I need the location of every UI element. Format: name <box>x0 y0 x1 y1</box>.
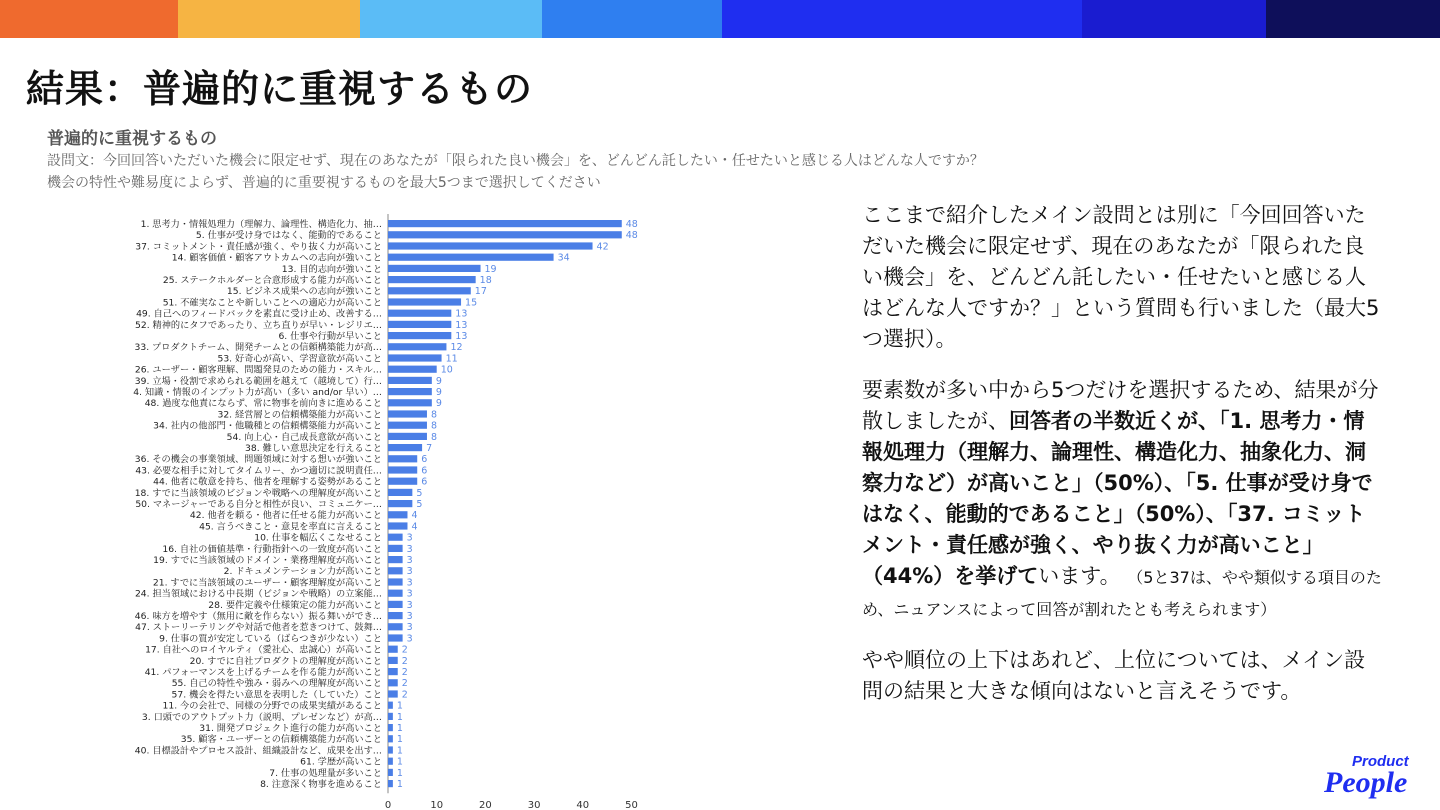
category-label: 31. 開発プロジェクト進行の能力が高いこと <box>199 723 382 734</box>
commentary <box>862 200 1382 727</box>
bar <box>388 254 554 261</box>
x-tick-label: 50 <box>625 800 638 810</box>
category-label: 1. 思考力・情報処理力（理解力、論理性、構造化力、抽… <box>140 219 382 230</box>
x-tick-label: 0 <box>384 800 392 810</box>
data-label: 1 <box>396 779 403 790</box>
data-label: 15 <box>465 297 478 309</box>
data-label: 1 <box>396 734 403 746</box>
bar <box>388 377 432 384</box>
category-label: 2. ドキュメンテーション力が高いこと <box>223 566 382 578</box>
bar <box>388 399 432 406</box>
bar <box>388 455 417 462</box>
category-label: 39. 立場・役割で求められる範囲を越えて（越境して）行… <box>134 375 382 387</box>
bar <box>388 444 422 451</box>
bar <box>388 769 393 776</box>
x-tick-label: 20 <box>479 800 492 810</box>
bar <box>388 354 442 361</box>
category-label: 49. 自己へのフィードバックを素直に受け止め、改善する… <box>136 308 382 320</box>
data-label: 34 <box>557 252 570 264</box>
bar <box>388 534 403 541</box>
data-label: 3 <box>406 588 413 600</box>
category-label: 24. 担当領域における中長期（ビジョンや戦略）の立案能… <box>134 588 382 600</box>
stripe-orange <box>0 0 178 38</box>
bar <box>388 310 451 317</box>
category-label: 4. 知識・情報のインプット力が高い（多い and/or 早い）… <box>133 387 382 398</box>
data-label: 3 <box>406 611 413 622</box>
data-label: 3 <box>406 566 413 578</box>
category-label: 46. 味方を増やす（無用に敵を作らない）振る舞いができ… <box>134 611 382 622</box>
data-label: 4 <box>411 521 418 533</box>
data-label: 1 <box>396 745 403 757</box>
bar <box>388 276 476 283</box>
category-label: 41. パフォーマンスを上げるチームを作る能力が高いこと <box>144 667 382 678</box>
bar <box>388 556 403 563</box>
category-label: 20. すでに自社プロダクトの理解度が高いこと <box>189 655 382 667</box>
bar <box>388 298 461 305</box>
category-label: 28. 要件定義や仕様策定の能力が高いこと <box>208 599 382 611</box>
bar <box>388 489 412 496</box>
category-label: 34. 社内の他部門・他職種との信頼構築能力が高いこと <box>153 420 382 432</box>
category-label: 15. ビジネス成果への志向が強いこと <box>226 286 382 298</box>
category-label: 43. 必要な相手に対してタイムリー、かつ適切に説明責任… <box>135 465 382 477</box>
bar <box>388 231 622 238</box>
data-label: 5 <box>416 487 423 499</box>
paragraph-result <box>862 375 1382 625</box>
category-label: 35. 顧客・ユーザーとの信頼構築能力が高いこと <box>180 734 382 746</box>
data-label: 18 <box>479 275 492 286</box>
bar <box>388 702 393 709</box>
bar <box>388 366 437 373</box>
data-label: 9 <box>435 398 442 410</box>
category-label: 6. 仕事や行動が早いこと <box>278 331 382 342</box>
stripe-lightblue <box>360 0 542 38</box>
color-stripe-bar <box>0 0 1440 38</box>
category-label: 13. 目的志向が強いこと <box>281 263 382 275</box>
category-label: 8. 注意深く物事を進めること <box>260 779 382 790</box>
category-label: 45. 言うべきこと・意見を率直に言えること <box>199 521 382 533</box>
data-label: 3 <box>406 599 413 611</box>
data-label: 48 <box>625 230 638 242</box>
data-label: 10 <box>440 364 453 376</box>
bar <box>388 758 393 765</box>
bar <box>388 690 398 697</box>
category-label: 54. 向上心・自己成長意欲が高いこと <box>226 431 382 443</box>
category-label: 47. ストーリーテリングや対話で他者を惹きつけて、鼓舞… <box>135 622 382 634</box>
bar <box>388 657 398 664</box>
paragraph-result-note: （5と37は、やや類似する項目のため、ニュアンスによって回答が割れたとも考えられます） <box>862 568 1382 619</box>
category-label: 44. 他者に敬意を持ち、他者を理解する姿勢があること <box>153 476 382 488</box>
category-label: 37. コミットメント・責任感が強く、やり抜く力が高いこと <box>135 241 382 253</box>
category-label: 33. プロダクトチーム、開発チームとの信頼構築能力が高… <box>134 342 382 354</box>
bar <box>388 668 398 675</box>
data-label: 1 <box>396 723 403 734</box>
stripe-deep-indigo <box>1082 0 1266 38</box>
category-label: 51. 不確実なことや新しいことへの適応力が高いこと <box>162 297 382 309</box>
svg-text:Product: Product <box>1352 753 1409 770</box>
data-label: 13 <box>455 308 468 320</box>
data-label: 5 <box>416 499 423 510</box>
data-label: 7 <box>426 443 433 454</box>
chart-subtitle-line-1: 設問文：今回回答いただいた機会に限定せず、現在のあなたが「限られた良い機会」を、どんどん託したい・任せたいと感じる人はどんな人ですか？ <box>47 153 984 169</box>
chart-subtitle-line-2: 機会の特性や難易度によらず、普遍的に重要視するものを最大5つまで選択してください <box>47 175 601 191</box>
x-tick-label: 40 <box>576 800 590 810</box>
bar <box>388 590 403 597</box>
data-label: 9 <box>435 375 442 387</box>
category-label: 52. 精神的にタフであったり、立ち直りが早い・レジリエ… <box>135 319 382 331</box>
data-label: 11 <box>445 353 458 365</box>
data-label: 2 <box>401 655 408 667</box>
category-label: 3. 口頭でのアウトプット力（説明、プレゼンなど）が高… <box>141 711 382 723</box>
data-label: 6 <box>421 465 428 477</box>
paragraph-result-tail: います。 <box>1038 564 1121 588</box>
stripe-navy <box>1266 0 1440 38</box>
bar <box>388 466 417 473</box>
data-label: 1 <box>396 711 403 723</box>
category-label: 32. 経営層との信頼構築能力が高いこと <box>217 409 382 421</box>
bar <box>388 646 398 653</box>
category-label: 14. 顧客価値・顧客アウトカムへの志向が強いこと <box>171 252 382 264</box>
bar <box>388 735 393 742</box>
data-label: 13 <box>455 331 468 342</box>
page-title: 結果：普遍的に重視するもの <box>26 67 534 111</box>
category-label: 48. 過度な他責にならず、常に物事を前向きに進めること <box>144 398 382 410</box>
category-label: 57. 機会を得たい意思を表明した（していた）こと <box>171 689 382 701</box>
bar <box>388 578 403 585</box>
bar <box>388 746 393 753</box>
bar-chart <box>0 205 700 810</box>
data-label: 19 <box>484 263 497 275</box>
data-label: 9 <box>435 387 442 398</box>
data-label: 8 <box>430 431 438 443</box>
data-label: 2 <box>401 667 408 678</box>
data-label: 6 <box>421 454 428 466</box>
bar <box>388 265 481 272</box>
stripe-indigo <box>722 0 1082 38</box>
x-tick-label: 30 <box>527 800 541 810</box>
category-label: 55. 自己の特性や強み・弱みへの理解度が高いこと <box>171 678 382 690</box>
bar <box>388 679 398 686</box>
data-label: 3 <box>406 633 413 645</box>
data-label: 1 <box>396 700 403 712</box>
category-label: 19. すでに当該領域のドメイン・業務理解度が高いこと <box>153 555 382 566</box>
paragraph-intro: ここまで紹介したメイン設問とは別に「今回回答いただいた機会に限定せず、現在のあなたが「限られた良い機会」を、どんどん託したい・任せたいと感じる人はどんな人ですか？」という質問も行いました（最大5つ選択）。 <box>862 203 1380 351</box>
paragraph-result-highlight: 回答者の半数近くが、「1. 思考力・情報処理力（理解力、論理性、構造化力、抽象化力、洞察力など）が高いこと」（50%）、「5. 仕事が受け身ではなく、能動的であること」（50%）、「37. コミットメント・責任感が強く、やり抜く力が高いこと」（44%）を挙げて <box>862 409 1373 588</box>
bar <box>388 713 393 720</box>
bar <box>388 220 622 227</box>
category-label: 36. その機会の事業領域、問題領域に対する想いが強いこと <box>134 454 382 466</box>
category-label: 40. 目標設計やプロセス設計、組織設計など、成果を出す… <box>134 745 382 757</box>
category-label: 16. 自社の価値基準・行動指針への一致度が高いこと <box>162 543 382 555</box>
data-label: 13 <box>455 319 468 331</box>
bar <box>388 623 403 630</box>
data-label: 2 <box>401 678 408 690</box>
svg-text:People: People <box>1324 766 1408 799</box>
bar <box>388 724 393 731</box>
category-label: 53. 好奇心が高い、学習意欲が高いこと <box>217 353 382 365</box>
bar <box>388 433 427 440</box>
category-label: 7. 仕事の処理量が多いこと <box>269 767 382 779</box>
data-label: 12 <box>450 342 463 354</box>
data-label: 8 <box>430 409 438 421</box>
category-label: 21. すでに当該領域のユーザー・顧客理解度が高いこと <box>152 577 382 589</box>
bar <box>388 332 451 339</box>
bar <box>388 601 403 608</box>
data-label: 42 <box>596 241 609 253</box>
bar <box>388 321 451 328</box>
category-label: 18. すでに当該領域のビジョンや戦略への理解度が高いこと <box>134 487 382 499</box>
category-label: 10. 仕事を幅広くこなせること <box>254 532 382 544</box>
category-label: 42. 他者を頼る・他者に任せる能力が高いこと <box>189 510 382 522</box>
chart-subtitle <box>47 150 984 194</box>
bar <box>388 511 407 518</box>
category-label: 9. 仕事の質が安定している（ばらつきが少ない）こと <box>159 633 382 645</box>
category-label: 25. ステークホルダーと合意形成する能力が高いこと <box>162 275 382 286</box>
data-label: 4 <box>411 510 418 522</box>
bar <box>388 545 403 552</box>
category-label: 26. ユーザー・顧客理解、問題発見のための能力・スキル… <box>134 364 382 376</box>
bar <box>388 612 403 619</box>
data-label: 3 <box>406 532 413 544</box>
category-label: 38. 難しい意思決定を行えること <box>245 443 382 454</box>
stripe-yellow <box>178 0 360 38</box>
data-label: 48 <box>625 219 638 230</box>
category-label: 17. 自社へのロイヤルティ（愛社心、忠誠心）が高いこと <box>145 644 382 656</box>
stripe-blue <box>542 0 722 38</box>
data-label: 6 <box>421 476 428 488</box>
data-label: 3 <box>406 577 413 589</box>
data-label: 3 <box>406 543 413 555</box>
bar <box>388 500 412 507</box>
data-label: 17 <box>474 286 487 298</box>
paragraph-result-lead: 要素数が多い中から5つだけを選択するため、結果が分散しましたが、 <box>862 378 1379 433</box>
data-label: 1 <box>396 756 403 768</box>
x-tick-label: 10 <box>430 800 444 810</box>
data-label: 2 <box>401 689 408 701</box>
data-label: 3 <box>406 622 413 634</box>
bar <box>388 422 427 429</box>
chart-title: 普遍的に重視するもの <box>47 129 217 149</box>
bar <box>388 410 427 417</box>
bar <box>388 522 407 529</box>
bar <box>388 388 432 395</box>
data-label: 1 <box>396 767 403 779</box>
product-people-logo <box>1322 752 1426 800</box>
bar <box>388 634 403 641</box>
data-label: 3 <box>406 555 413 566</box>
bar <box>388 567 403 574</box>
category-label: 5. 仕事が受け身ではなく、能動的であること <box>195 230 382 242</box>
bar <box>388 478 417 485</box>
category-label: 61. 学歴が高いこと <box>300 756 382 768</box>
data-label: 2 <box>401 644 408 656</box>
bar <box>388 242 593 249</box>
data-label: 8 <box>430 420 438 432</box>
bar <box>388 343 446 350</box>
category-label: 11. 今の会社で、同様の分野での成果実績があること <box>162 700 382 712</box>
paragraph-conclusion: やや順位の上下はあれど、上位については、メイン設問の結果と大きな傾向はないと言えそうです。 <box>862 648 1366 703</box>
bar <box>388 287 471 294</box>
bar <box>388 780 393 787</box>
category-label: 50. マネージャーである自分と相性が良い、コミュニケー… <box>135 499 382 510</box>
